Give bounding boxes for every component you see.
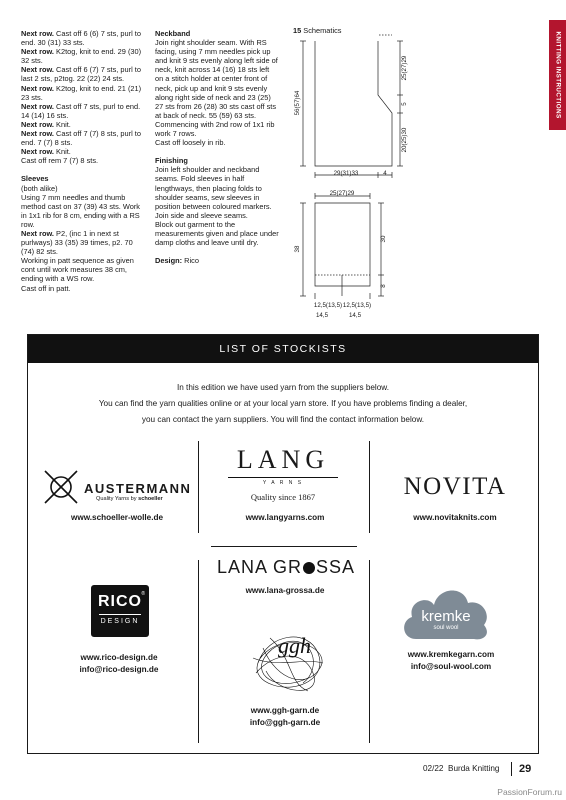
footer-magazine: Burda Knitting — [448, 764, 500, 773]
intro-line-1: In this edition we have used yarn from the suppliers below. — [176, 383, 390, 392]
lana-grossa-url[interactable]: www.lana-grossa.de — [245, 586, 325, 595]
rico-email[interactable]: info@rico-design.de — [79, 665, 159, 674]
instruction-line — [21, 184, 147, 193]
instruction-line — [21, 47, 147, 65]
intro-line-3: you can contact the yarn suppliers. You will find the contact information below. — [141, 415, 425, 424]
austermann-tagline — [96, 496, 163, 502]
finishing-heading: Finishing — [155, 156, 188, 166]
row-text: Knit. — [54, 147, 71, 157]
grid-divider — [198, 560, 199, 743]
row-label: Next row. — [21, 119, 54, 129]
stockists-title: LIST OF STOCKISTS — [28, 335, 538, 363]
row-text: Cast off 7 sts, purl to end. 14 (14) 16 sts. — [21, 101, 141, 120]
schematics-label: Schematics — [303, 26, 342, 35]
instructions-column-2 — [155, 29, 279, 265]
rico-divider — [99, 614, 141, 615]
design-credit — [155, 256, 279, 265]
instruction-line: Cast off loosely in rib. — [155, 138, 226, 148]
instruction-line — [21, 256, 147, 283]
row-label: Next row. — [21, 65, 54, 75]
rico-url[interactable]: www.rico-design.de — [80, 653, 158, 662]
austermann-tag-brand: schoeller — [138, 496, 163, 502]
rico-logo — [91, 585, 149, 637]
page-number: 29 — [519, 763, 532, 775]
instruction-line — [21, 229, 147, 256]
instruction-line — [21, 120, 147, 129]
instruction-line — [21, 129, 147, 147]
lang-tagline: Quality since 1867 — [250, 492, 316, 502]
kremke-logo — [400, 581, 492, 643]
austermann-logo — [40, 467, 200, 507]
section-tab — [549, 20, 566, 130]
row-label: Next row. — [21, 29, 54, 38]
instruction-line — [21, 29, 147, 47]
instruction-line — [21, 193, 147, 229]
row-label: Next row. — [21, 83, 54, 93]
lana-ball-icon — [303, 562, 315, 574]
dim-sleeve-rib: 8 — [380, 284, 387, 288]
neckband-instructions — [155, 38, 279, 147]
austermann-tag-text: Quality Yarns by — [96, 496, 137, 502]
ggh-email[interactable]: info@ggh-garn.de — [249, 718, 321, 727]
dim-sleeve-height: 38 — [294, 245, 301, 253]
sleeves-heading: Sleeves — [21, 174, 49, 184]
grid-divider — [369, 560, 370, 743]
row-text: K2tog, knit to end. 21 (21) 23 sts. — [21, 83, 142, 102]
dim-neck-drop: 4 — [383, 170, 387, 177]
austermann-wordmark: AUSTERMANN — [84, 481, 192, 496]
sleeves-instructions — [21, 184, 147, 293]
lang-wordmark: LANG — [236, 445, 330, 474]
schematics-diagram — [285, 28, 425, 328]
row-label: Next row. — [21, 228, 54, 238]
intro-line-2: You can find the yarn qualities online or at your local yarn store. If you have problems finding a dealer, — [98, 399, 468, 408]
row-text: Working in patt sequence as given cont until work measures 38 cm, ending with a WS row. — [21, 256, 134, 284]
lana-grossa-logo — [211, 557, 361, 578]
austermann-url[interactable]: www.schoeller-wolle.de — [70, 513, 164, 522]
kremke-wordmark: kremke — [421, 608, 471, 625]
watermark: PassionForum.ru — [497, 787, 562, 797]
dim-neck-mid: 5 — [401, 102, 408, 106]
instruction-line — [21, 65, 147, 83]
row-text: Cast off in patt. — [21, 283, 71, 293]
schematics-number: 15 — [293, 26, 302, 35]
rico-reg: ® — [141, 591, 145, 597]
row-label: Next row. — [21, 147, 54, 157]
dim-body-width: 29(31)33 — [333, 170, 359, 177]
grid-divider — [211, 546, 357, 547]
dim-cuff-left-b: 14,5 — [315, 312, 329, 319]
austermann-mark-icon — [40, 467, 82, 507]
footer-issue: 02/22 — [423, 764, 444, 773]
row-label: Next row. — [21, 129, 54, 139]
kremke-url[interactable]: www.kremkegarn.com — [407, 650, 495, 659]
row-text: Cast off 6 (7) 7 sts, purl to last 2 sts, p2tog. 22 (22) 24 sts. — [21, 65, 141, 84]
novita-logo — [380, 473, 530, 501]
lang-logo — [228, 447, 338, 507]
dim-sleeve-body: 30 — [380, 235, 387, 243]
lang-url[interactable]: www.langyarns.com — [245, 513, 325, 522]
lana-wordmark-a: LANA GR — [216, 557, 302, 577]
ggh-yarn-icon — [248, 623, 328, 698]
instruction-line — [21, 102, 147, 120]
footer-divider — [511, 762, 512, 776]
row-text: K2tog, knit to end. 29 (30) 32 sts. — [21, 47, 142, 66]
lang-sub: Y A R N S — [228, 477, 338, 486]
instruction-line — [21, 284, 147, 293]
dim-cuff-left: 12,5(13,5) — [313, 302, 343, 309]
design-label: Design: — [155, 256, 183, 266]
row-text: P2, (inc 1 in next st purlways) 33 (35) 39 times, p2. 70 (74) 82 sts. — [21, 228, 133, 257]
rico-wordmark: RICO — [98, 593, 142, 610]
row-text: Using 7 mm needles and thumb method cast on 37 (39) 43 sts. Work in 1x1 rib for 8 cm, ending with a RS row. — [21, 192, 140, 229]
instruction-line: Join left shoulder and neckband seams. Fold sleeves in half lengthways, then placing folds to shoulder seams, sew sleeves in position between coloured markers. Join side and sleeve seams. — [155, 165, 272, 220]
instruction-line — [21, 84, 147, 102]
row-text: Knit. — [54, 119, 71, 129]
rico-sub: DESIGN — [100, 618, 140, 625]
dim-cuff-right-b: 14,5 — [348, 312, 362, 319]
grid-divider — [369, 441, 370, 533]
body-outline — [315, 41, 392, 166]
dim-neck-low: 20(25)30 — [401, 127, 408, 153]
stockists-intro — [28, 380, 538, 428]
row-label: Next row. — [21, 47, 54, 57]
row-text: (both alike) — [21, 183, 58, 193]
instruction-line — [21, 147, 147, 156]
lana-wordmark-b: SSA — [316, 557, 356, 577]
row-text: Cast off 7 (7) 8 sts, purl to end. 7 (7) 8 sts. — [21, 129, 141, 148]
instruction-line: Commencing with 2nd row of 1x1 rib work 7 rows. — [155, 119, 275, 139]
stockists-box — [27, 334, 539, 754]
novita-url[interactable]: www.novitaknits.com — [413, 513, 497, 522]
finishing-instructions — [155, 165, 279, 247]
row-text: Cast off rem 7 (7) 8 sts. — [21, 156, 99, 166]
dim-cuff-right: 12,5(13,5) — [342, 302, 372, 309]
design-value: Rico — [184, 256, 199, 266]
instructions-column-1 — [21, 29, 147, 293]
dim-neck-top: 25(27)29 — [401, 55, 408, 81]
section-tab-label: KNITTING INSTRUCTIONS — [554, 31, 561, 119]
ggh-logo — [248, 623, 328, 698]
novita-wordmark: NOVITA — [403, 473, 507, 500]
row-label: Next row. — [21, 101, 54, 111]
ggh-wordmark: ggh — [278, 633, 311, 658]
instruction-line: Join right shoulder seam. With RS facing, using 7 mm needles pick up and knit 9 sts evenly along left side of neck, knit across 14 (16) 18 sts left on a stitch holder at center front of neck, pick up and knit 9 sts evenly along right side of neck and 23 (25) 27 sts from 26 (28) 30 sts cast off sts at back of neck. 55 (59) 63 sts. — [155, 38, 278, 120]
instruction-line — [21, 156, 147, 165]
dim-body-height: 56(57)64 — [294, 90, 301, 116]
kremke-email[interactable]: info@soul-wool.com — [410, 662, 492, 671]
row-text: Cast off 6 (6) 7 sts, purl to end. 30 (31) 33 sts. — [21, 29, 141, 48]
kremke-sub: soul wool — [433, 625, 459, 631]
back-shaping-rows — [21, 29, 147, 165]
ggh-url[interactable]: www.ggh-garn.de — [250, 706, 320, 715]
dim-sleeve-top: 25(27)29 — [329, 190, 355, 197]
neckband-heading: Neckband — [155, 29, 191, 38]
sleeve-outline — [315, 203, 370, 286]
instruction-line: Block out garment to the measurements given and place under damp cloths and leave until dry. — [155, 219, 279, 248]
